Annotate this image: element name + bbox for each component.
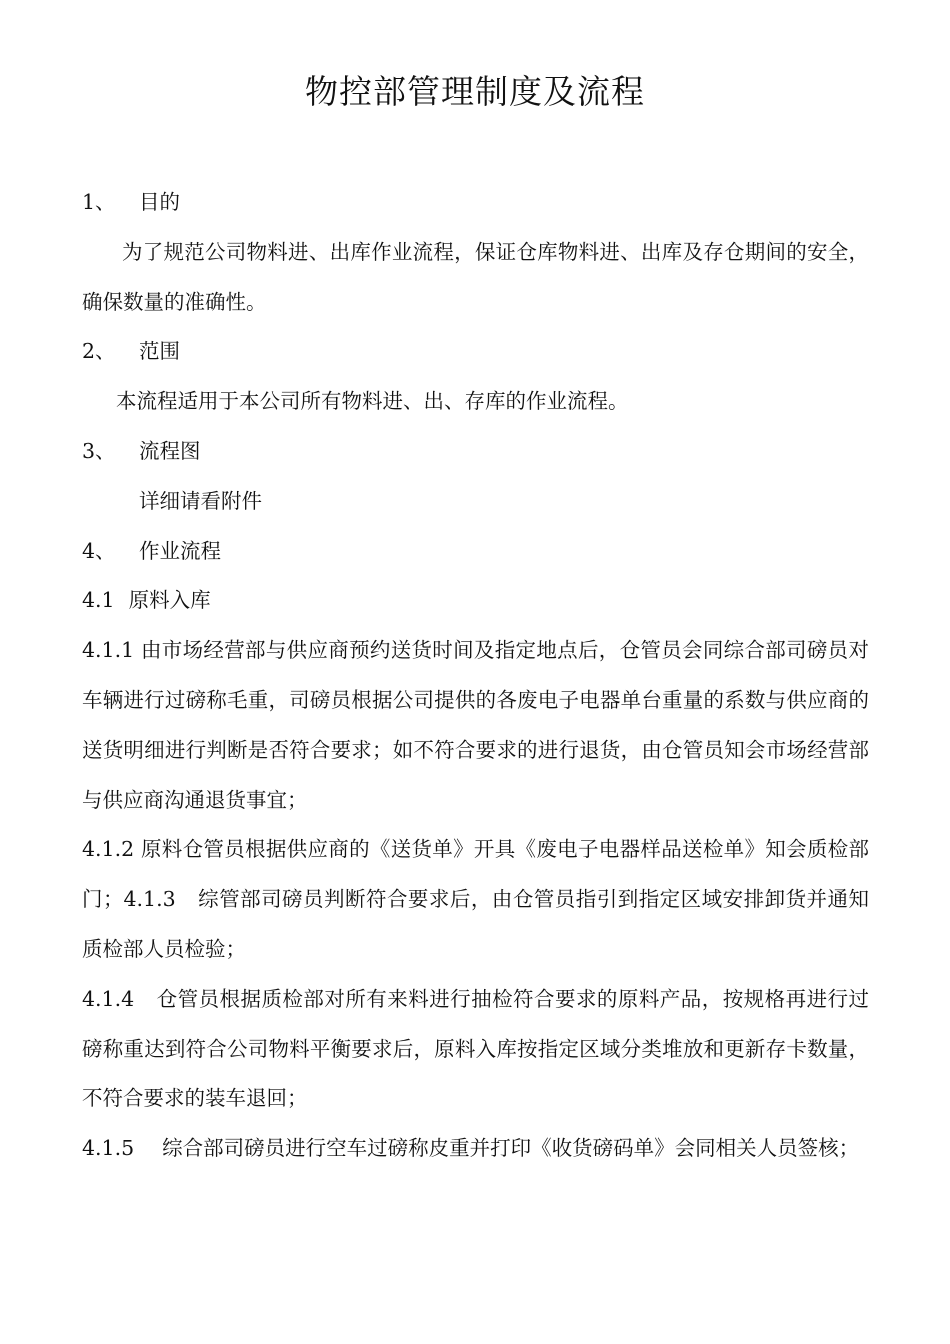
- section-number: 3、: [82, 438, 116, 463]
- clause-4-1-2-text: 4.1.2 原料仓管员根据供应商的《送货单》开具《废电子电器样品送检单》知会质检部门；: [82, 837, 869, 912]
- subsection-title: 原料入库: [128, 588, 211, 613]
- purpose-paragraph: 为了规范公司物料进、出库作业流程，保证仓库物料进、出库及存仓期间的安全，确保数量的准确性。: [82, 239, 869, 314]
- clause-4-1-2-and-4-1-3: [82, 825, 869, 974]
- clause-4-1-3-number: 4.1.3: [123, 887, 176, 912]
- clause-4-1-3-text: 综管部司磅员判断符合要求后，由仓管员指引到指定区域安排卸货并通知质检部人员检验；: [82, 887, 870, 961]
- section-title: 范围: [139, 339, 180, 364]
- document-title: 物控部管理制度及流程: [305, 72, 645, 111]
- clause-4-1-1: 4.1.1 由市场经营部与供应商预约送货时间及指定地点后，仓管员会同综合部司磅员对车辆进行过磅称毛重，司磅员根据公司提供的各废电子电器单台重量的系数与供应商的送货明细进行判断是否符合要求；如不符合要求的进行退货，由仓管员知会市场经营部与供应商沟通退货事宜；: [82, 638, 869, 812]
- clause-number: 4.1.4: [82, 986, 135, 1011]
- clause-text: 仓管员根据质检部对所有来料进行抽检符合要求的原料产品，按规格再进行过磅称重达到符合公司物料平衡要求后，原料入库按指定区域分类堆放和更新存卡数量，不符合要求的装车退回；: [82, 986, 869, 1111]
- section-number: 4、: [82, 538, 116, 563]
- section-title: 目的: [139, 190, 180, 214]
- section-number: 2、: [82, 339, 116, 364]
- section-title: 流程图: [139, 438, 201, 463]
- clause-text: 综合部司磅员进行空车过磅称皮重并打印《收货磅码单》会同相关人员签核；: [162, 1136, 860, 1161]
- subsection-heading-raw-material-inbound: [82, 576, 869, 626]
- section-heading-scope: [82, 327, 869, 377]
- clause-4-1-5: [82, 1124, 869, 1174]
- section-title: 作业流程: [139, 538, 221, 563]
- section-heading-procedure: [82, 527, 869, 577]
- flowchart-paragraph: 详细请看附件: [139, 488, 262, 513]
- section-number: 1、: [82, 190, 116, 214]
- section-heading-purpose: [82, 178, 869, 228]
- section-heading-flowchart: [82, 427, 869, 477]
- clause-4-1-4: [82, 975, 869, 1124]
- subsection-number: 4.1: [82, 588, 115, 613]
- clause-number: 4.1.5: [82, 1136, 135, 1161]
- document-body: [82, 178, 869, 1174]
- scope-paragraph: 本流程适用于本公司所有物料进、出、存库的作业流程。: [116, 389, 629, 414]
